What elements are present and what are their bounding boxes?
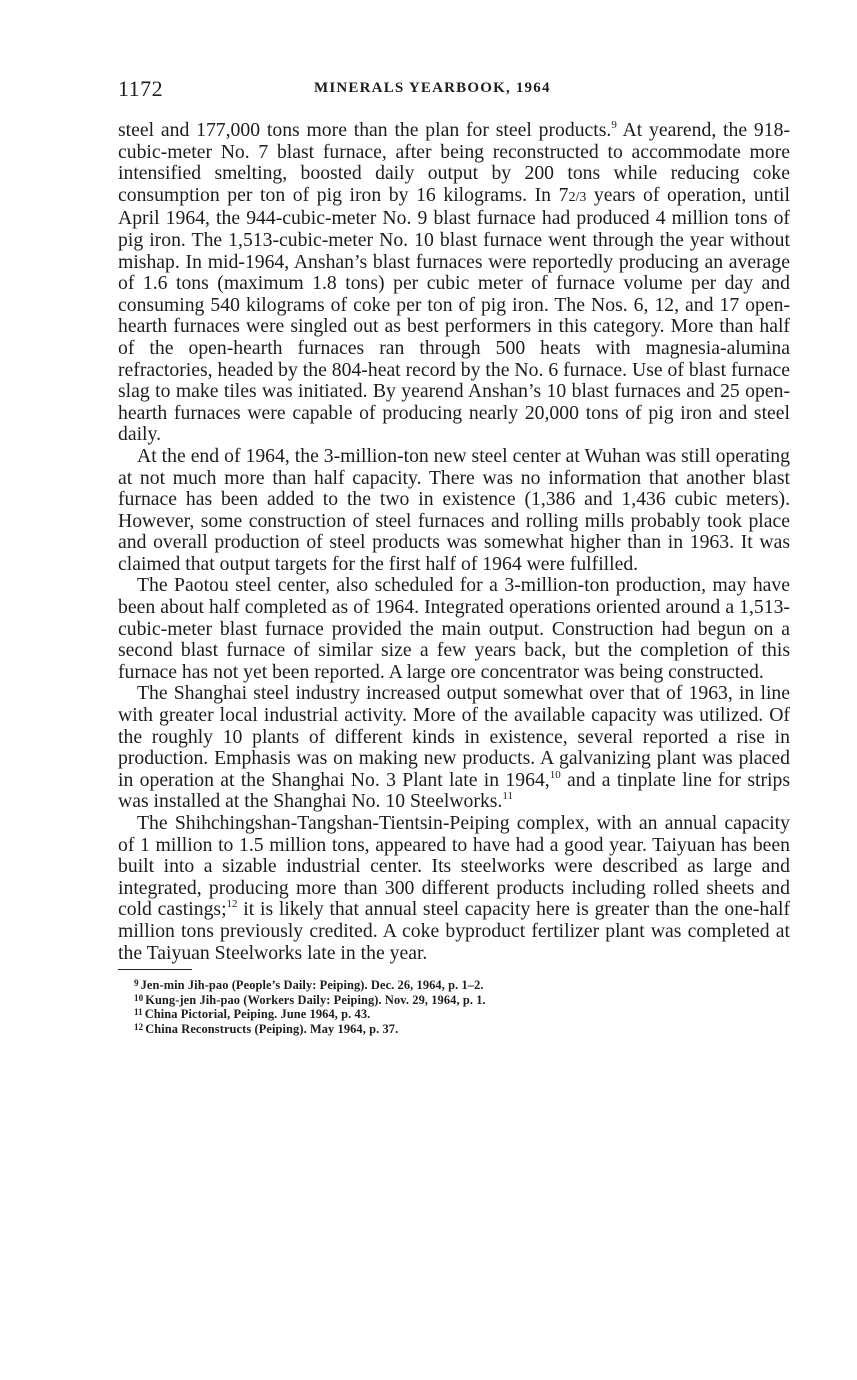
- paragraph-text: The Paotou steel center, also scheduled for a 3-million-ton production, may have been about half completed as of 1964. Integrated operations oriented around a 1,513-cubic-meter blast furnace provided the main output. Construction had begun on a second blast furnace of similar size a few years back, but the completion of this furnace has not yet been reported. A large ore concentrator was being constructed.: [118, 574, 790, 683]
- paragraph-shanghai: [118, 683, 790, 813]
- page-number: 1172: [118, 76, 164, 101]
- footnote-mark: 11: [134, 1007, 143, 1018]
- footnote-mark: 10: [134, 992, 144, 1003]
- paragraph-text: At yearend, the 918-cubic-meter No. 7 blast furnace, after being reconstructed to accommodate more intensified smelting, boosted daily output by 200 tons while reducing coke consumption per ton of pig iron by 16 kilograms. In 7: [118, 119, 790, 206]
- footnote-reference: 10: [549, 768, 561, 781]
- paragraph-paotou: [118, 575, 790, 683]
- paragraph-text: years of operation, until April 1964, the 944-cubic-meter No. 9 blast furnace had produced 4 million tons of pig iron. The 1,513-cubic-meter No. 10 blast furnace went through the year without mishap. In mid-1964, Anshan’s blast furnaces were reportedly producing an average of 1.6 tons (maximum 1.8 tons) per cubic meter of furnace volume per day and consuming 540 kilograms of coke per ton of pig iron. The Nos. 6, 12, and 17 open-hearth furnaces were singled out as best performers in this category. More than half of the open-hearth furnaces ran through 500 heats with magnesia-alumina refractories, headed by the 804-heat record by the No. 6 furnace. Use of blast furnace slag to make tiles was initiated. By yearend Anshan’s 10 blast furnaces and 25 open-hearth furnaces were capable of producing nearly 20,000 tons of pig iron and steel daily.: [118, 183, 791, 446]
- paragraph-anshan: [118, 120, 790, 446]
- paragraph-text: steel and 177,000 tons more than the plan for steel products.: [118, 119, 612, 141]
- footnote: [134, 992, 790, 1007]
- footnote: [134, 1021, 790, 1036]
- paragraph-text: The Shanghai steel industry increased output somewhat over that of 1963, in line with greater local industrial activity. More of the available capacity was utilized. Of the roughly 10 plants of different kinds in existence, several reported a rise in production. Emphasis was on making new products. A galvanizing plant was placed in operation at the Shanghai No. 3 Plant late in 1964,: [118, 682, 790, 791]
- paragraph-text: At the end of 1964, the 3-million-ton new steel center at Wuhan was still operating at not much more than half capacity. There was no information that another blast furnace has been added to the two in existence (1,386 and 1,436 cubic meters). However, some construction of steel furnaces and rolling mills probably took place and overall production of steel products was somewhat higher than in 1963. It was claimed that output targets for the first half of 1964 were fulfilled.: [118, 444, 790, 575]
- footnote-text: China Reconstructs (Peiping). May 1964, p. 37.: [145, 1021, 399, 1036]
- paragraph-wuhan: [118, 446, 790, 576]
- paragraph-taiyuan: [118, 813, 790, 964]
- footnote-text: Kung-jen Jih-pao (Workers Daily: Peiping). Nov. 29, 1964, p. 1.: [145, 992, 486, 1007]
- footnote-reference: 11: [502, 790, 513, 803]
- footnote-reference: 12: [226, 898, 238, 911]
- footnote-divider: [118, 969, 192, 970]
- running-title: MINERALS YEARBOOK, 1964: [314, 80, 551, 96]
- body-text: [118, 120, 790, 964]
- paragraph-text: The Shihchingshan-Tangshan-Tientsin-Peiping complex, with an annual capacity of 1 million to 1.5 million tons, appeared to have had a good year. Taiyuan has been built into a sizable industrial center. Its steelworks were described as large and integrated, producing more than 300 different products including rolled sheets and cold castings;: [118, 812, 790, 921]
- footnote-text: Jen-min Jih-pao (People’s Daily: Peiping). Dec. 26, 1964, p. 1–2.: [140, 978, 484, 993]
- paragraph-text: and a tinplate line for strips was installed at the Shanghai No. 10 Steelworks.: [118, 768, 790, 813]
- footnotes: [134, 977, 790, 1035]
- fraction: 2/3: [568, 189, 587, 205]
- footnote-mark: 9: [134, 978, 139, 989]
- footnote: [134, 977, 790, 992]
- paragraph-text: it is likely that annual steel capacity here is greater than the one-half million tons previously credited. A coke byproduct fertilizer plant was completed at the Taiyuan Steelworks late in the year.: [118, 898, 791, 964]
- footnote-mark: 12: [134, 1021, 144, 1032]
- footnote: [134, 1006, 790, 1021]
- footnote-text: China Pictorial, Peiping. June 1964, p. 43.: [144, 1007, 371, 1022]
- page-header: [118, 72, 790, 106]
- document-page: [118, 72, 790, 1036]
- footnote-reference: 9: [611, 119, 617, 131]
